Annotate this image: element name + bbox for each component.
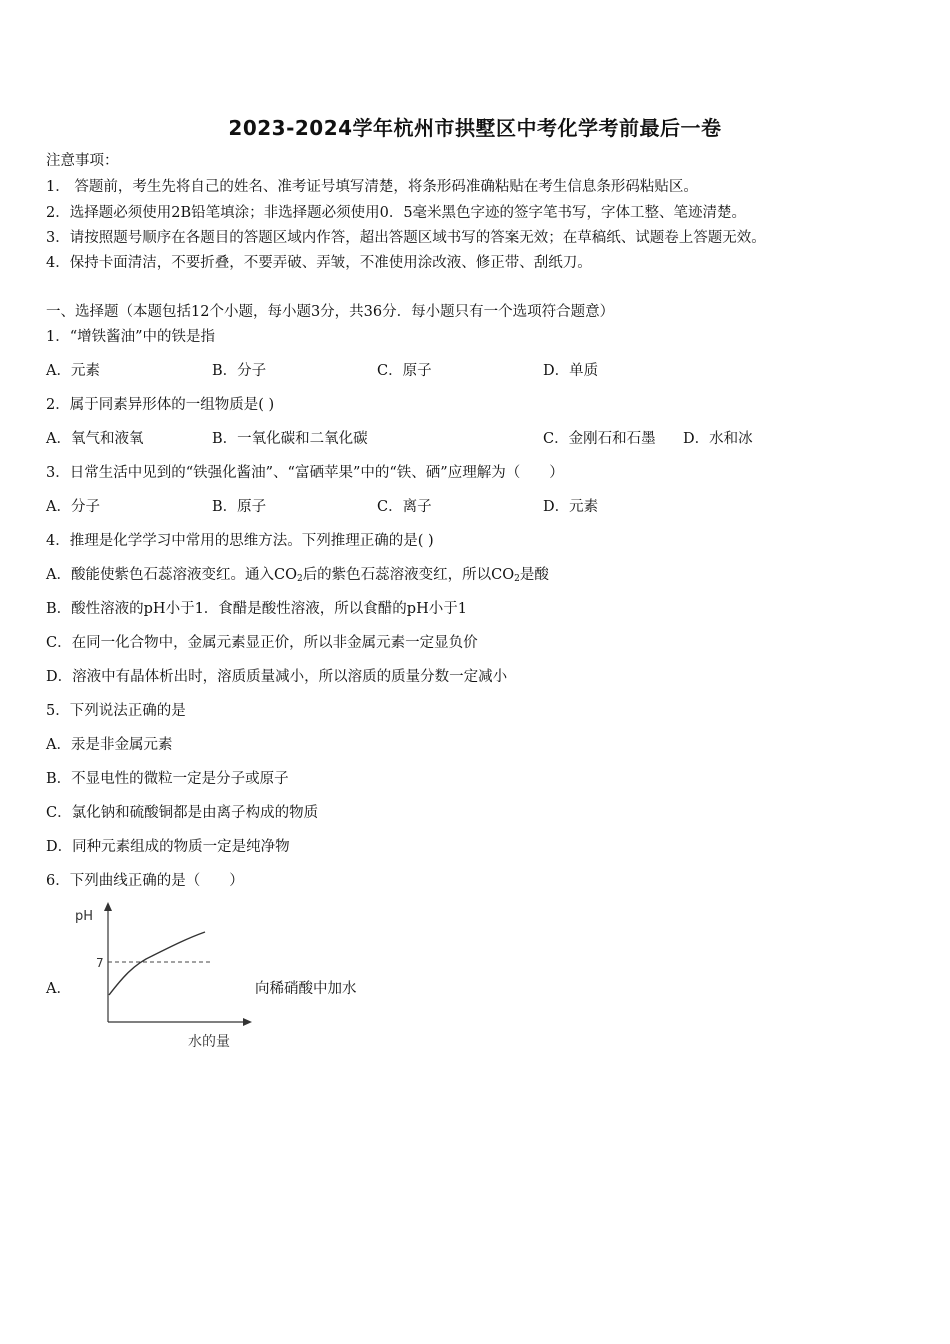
question-1-option-b: B．分子 — [212, 363, 267, 379]
question-6-stem: 6．下列曲线正确的是（ ） — [46, 873, 244, 889]
question-3-option-d: D．元素 — [543, 499, 599, 515]
question-5-option-b: B．不显电性的微粒一定是分子或原子 — [46, 771, 289, 787]
question-1-option-c: C．原子 — [377, 363, 432, 379]
question-5-option-a: A．汞是非金属元素 — [46, 737, 173, 753]
notice-heading: 注意事项： — [46, 153, 119, 169]
question-6-option-a-text: 向稀硝酸中加水 — [255, 981, 357, 997]
question-5-option-c: C．氯化钠和硫酸铜都是由离子构成的物质 — [46, 805, 319, 821]
question-1-option-d: D．单质 — [543, 363, 599, 379]
question-2-option-b: B．一氧化碳和二氧化碳 — [212, 431, 368, 447]
question-1-stem: 1．“增铁酱油”中的铁是指 — [46, 329, 216, 345]
question-1-option-a: A．元素 — [46, 363, 100, 379]
notice-item-4: 4．保持卡面清洁，不要折叠，不要弄破、弄皱，不准使用涂改液、修正带、刮纸刀。 — [46, 255, 592, 271]
x-axis-label: 水的量 — [188, 1034, 230, 1050]
question-3-option-a: A．分子 — [46, 499, 100, 515]
question-4-option-b: B．酸性溶液的pH小于1．食醋是酸性溶液，所以食醋的pH小于1 — [46, 601, 467, 617]
question-4-option-a-part3: 是酸 — [519, 567, 549, 583]
question-3-option-b: B．原子 — [212, 499, 267, 515]
question-5-stem: 5．下列说法正确的是 — [46, 703, 186, 719]
question-3-stem: 3．日常生活中见到的“铁强化酱油”、“富硒苹果”中的“铁、硒”应理解为（ ） — [46, 465, 564, 481]
question-5-option-d: D．同种元素组成的物质一定是纯净物 — [46, 839, 290, 855]
question-2-option-a: A．氧气和液氧 — [46, 431, 144, 447]
notice-item-3: 3．请按照题号顺序在各题目的答题区域内作答，超出答题区域书写的答案无效；在草稿纸、试题卷上答题无效。 — [46, 230, 766, 246]
question-4-option-a-part1: A．酸能使紫色石蕊溶液变红。通入CO — [46, 567, 297, 583]
ph-curve — [109, 932, 205, 995]
notice-item-1: 1． 答题前，考生先将自己的姓名、准考证号填写清楚，将条形码准确粘贴在考生信息条形码粘贴区。 — [46, 179, 698, 195]
page-title: 2023-2024学年杭州市拱墅区中考化学考前最后一卷 — [228, 116, 722, 140]
y-axis-label: pH — [75, 909, 94, 924]
question-2-option-d: D．水和冰 — [683, 431, 753, 447]
question-4-option-c: C．在同一化合物中，金属元素显正价，所以非金属元素一定显负价 — [46, 635, 478, 651]
question-4-stem: 4．推理是化学学习中常用的思维方法。下列推理正确的是( ) — [46, 533, 434, 549]
subscript-2: 2 — [296, 574, 303, 584]
subscript-2: 2 — [514, 574, 520, 584]
question-3-option-c: C．离子 — [377, 499, 432, 515]
ph-curve-graph — [72, 900, 252, 1050]
x-axis-arrow — [243, 1018, 252, 1026]
question-6-option-a-label: A． — [46, 981, 71, 997]
notice-item-2: 2．选择题必须使用2B铅笔填涂；非选择题必须使用0．5毫米黑色字迹的签字笔书写，字体工整、笔迹清楚。 — [46, 205, 747, 221]
question-4-option-a-part2: 后的紫色石蕊溶液变红，所以CO — [302, 567, 515, 583]
y-axis-arrow — [104, 902, 112, 911]
question-2-stem: 2．属于同素异形体的一组物质是( ) — [46, 397, 275, 413]
question-4-option-d: D．溶液中有晶体析出时，溶质质量减小，所以溶质的质量分数一定减小 — [46, 669, 508, 685]
question-2-option-c: C．金刚石和石墨 — [543, 431, 656, 447]
question-4-option-a — [46, 566, 549, 588]
section-heading: 一、选择题（本题包括12个小题，每小题3分，共36分．每小题只有一个选项符合题意） — [46, 304, 615, 320]
ph-7-label: 7 — [96, 956, 104, 970]
